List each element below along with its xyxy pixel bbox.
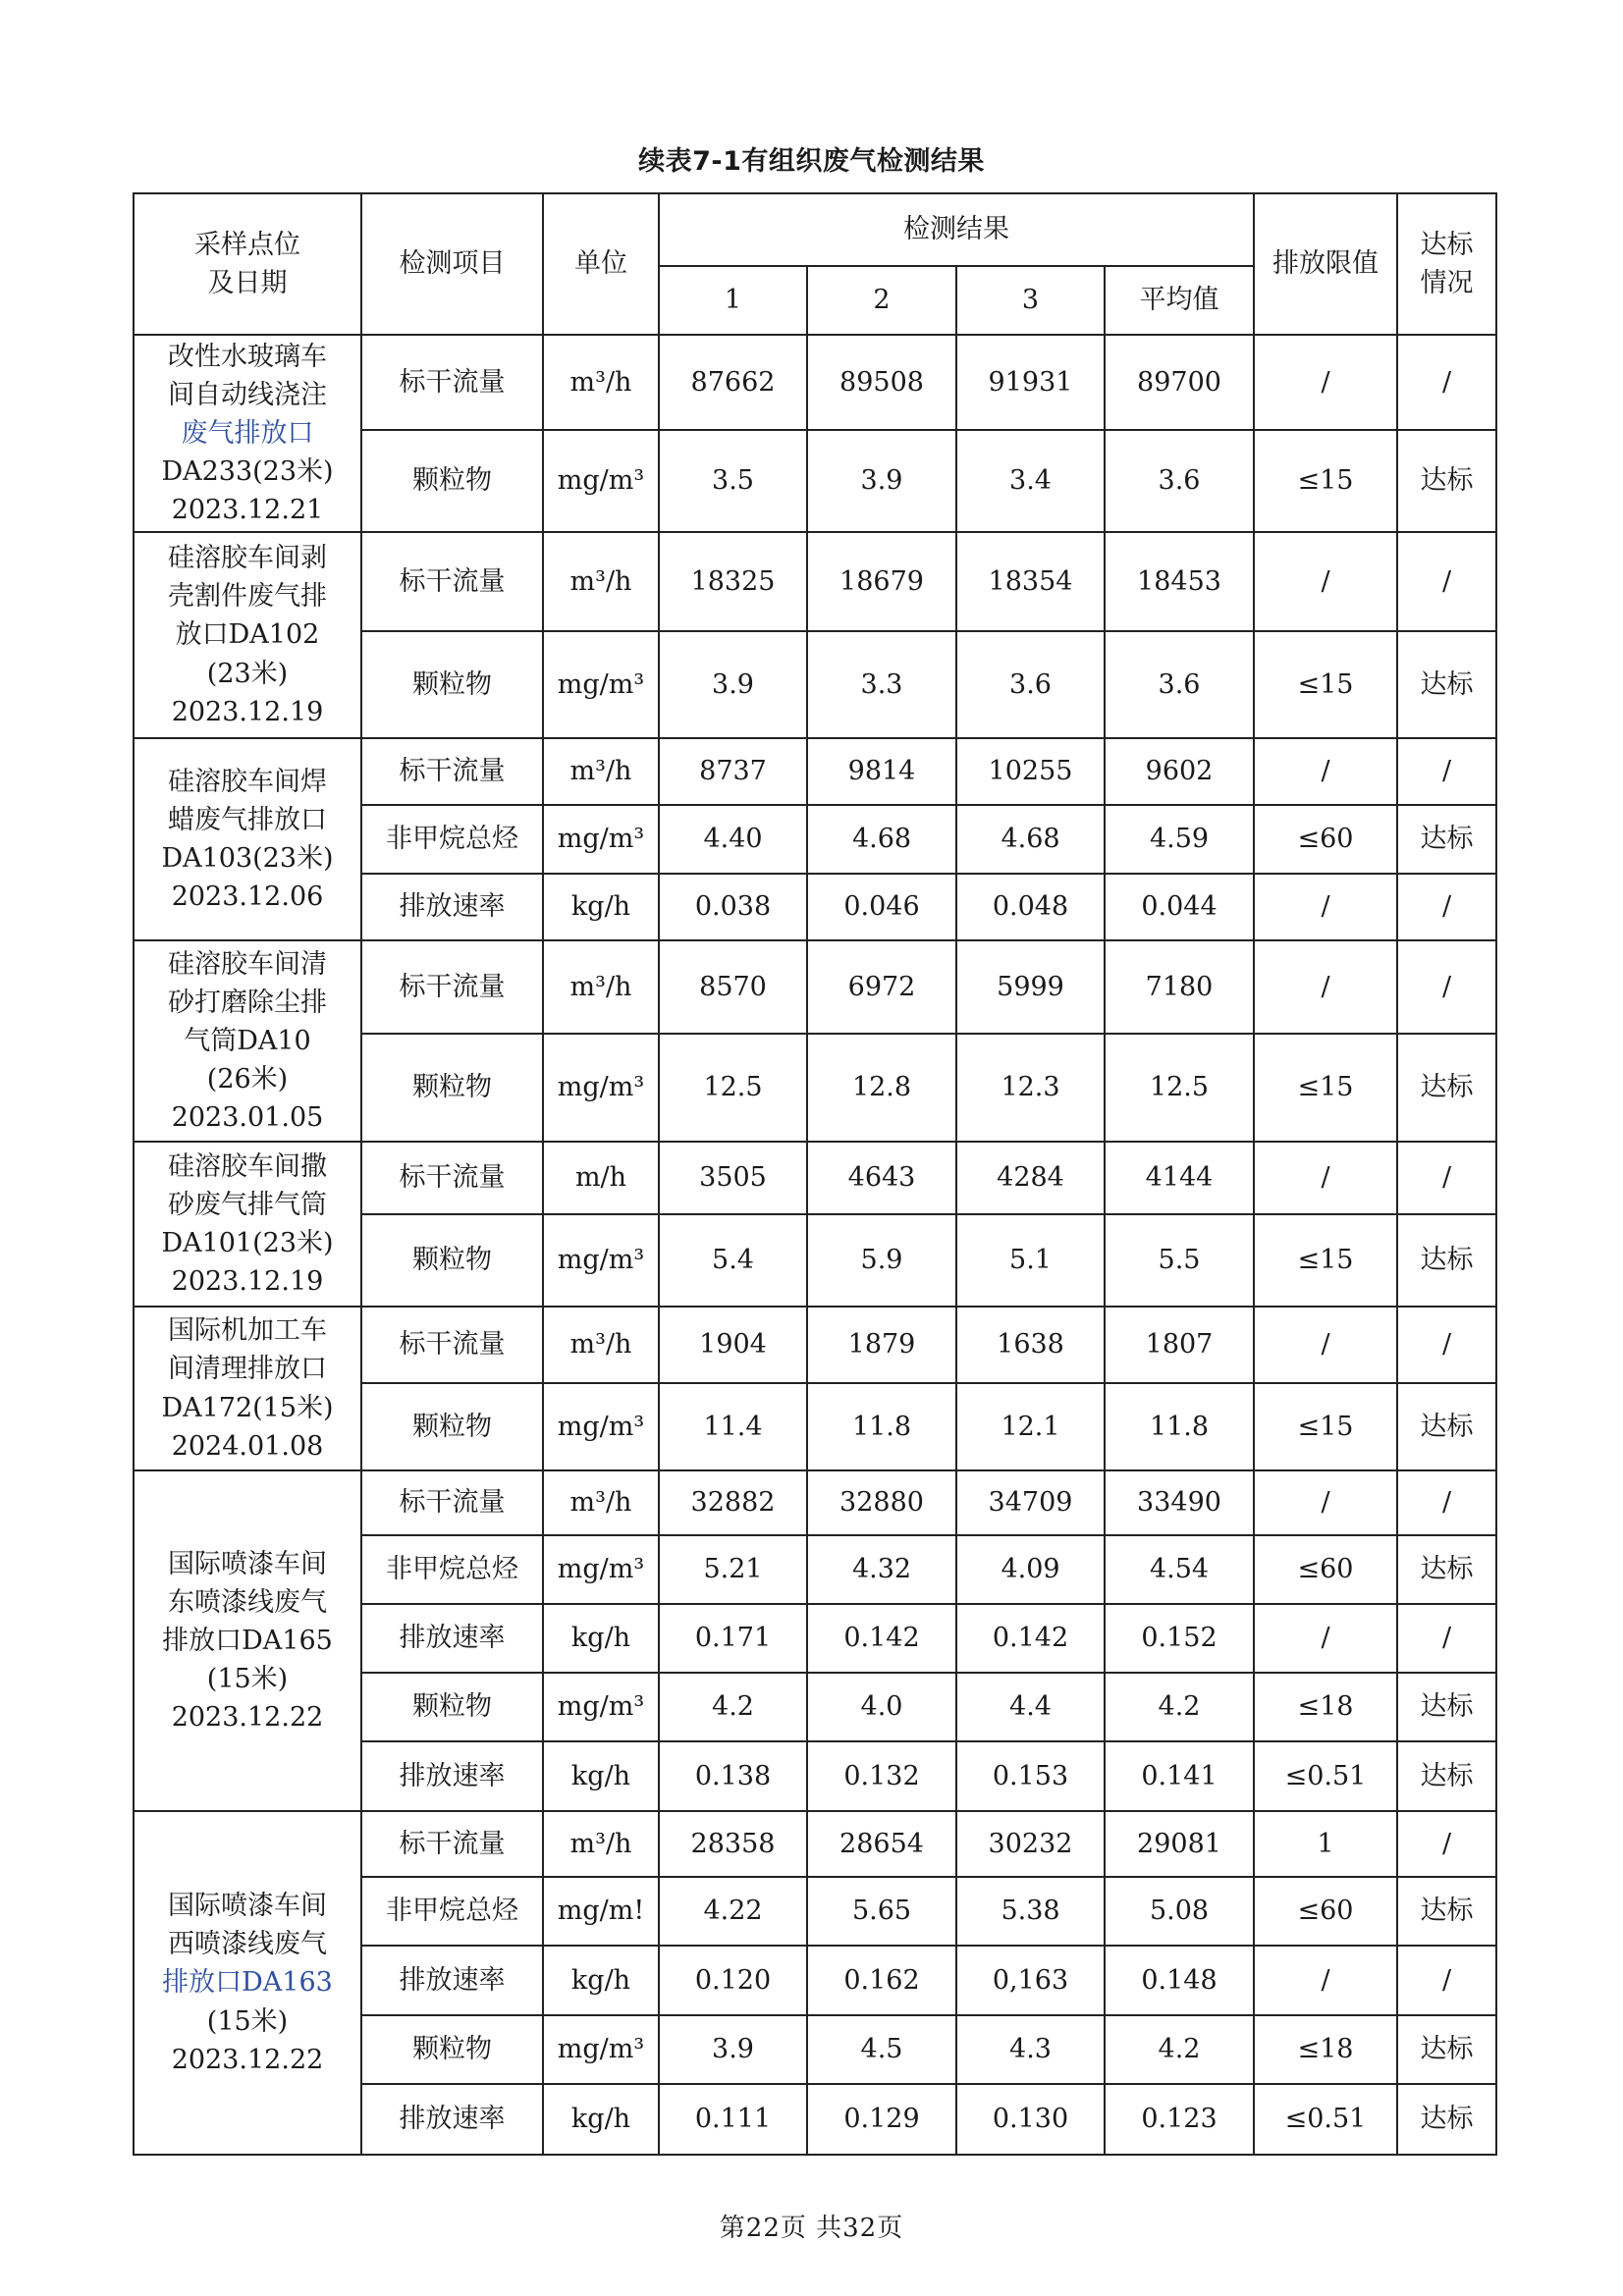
detection-item: 排放速率 xyxy=(361,1741,543,1811)
result-2-cell: 0.046 xyxy=(807,874,956,940)
location-line: (23米) xyxy=(206,658,289,689)
results-body xyxy=(134,335,1496,2155)
location-line: 硅溶胶车间剥 xyxy=(168,543,327,574)
average-cell: 4.54 xyxy=(1105,1535,1254,1604)
limit-cell: / xyxy=(1254,532,1397,631)
status-cell: / xyxy=(1397,1946,1496,2015)
location-line: 排放口DA165 xyxy=(162,1625,333,1656)
status-cell: / xyxy=(1397,1142,1496,1214)
table-row xyxy=(134,532,1496,631)
average-cell: 0.141 xyxy=(1105,1741,1254,1811)
sampling-location xyxy=(134,1811,361,2155)
result-3-cell: 18354 xyxy=(956,532,1105,631)
limit-cell: 1 xyxy=(1254,1811,1397,1877)
result-2-cell: 11.8 xyxy=(807,1383,956,1470)
header-status: 达标 情况 xyxy=(1397,193,1496,335)
location-line: 2023.12.19 xyxy=(171,696,324,727)
detection-item: 非甲烷总烃 xyxy=(361,805,543,874)
location-line: 砂打磨除尘排 xyxy=(168,987,327,1018)
header-result-1: 1 xyxy=(659,266,807,335)
limit-cell: ≤18 xyxy=(1254,1673,1397,1741)
detection-item: 非甲烷总烃 xyxy=(361,1877,543,1946)
result-1-cell: 5.21 xyxy=(659,1535,807,1604)
location-line: 气筒DA10 xyxy=(184,1025,311,1056)
limit-cell: ≤15 xyxy=(1254,631,1397,738)
result-2-cell: 6972 xyxy=(807,940,956,1034)
result-3-cell: 0.048 xyxy=(956,874,1105,940)
table-row xyxy=(134,738,1496,805)
table-row xyxy=(134,1142,1496,1214)
result-2-cell: 32880 xyxy=(807,1470,956,1535)
result-3-cell: 30232 xyxy=(956,1811,1105,1877)
average-cell: 3.6 xyxy=(1105,430,1254,532)
average-cell: 0.148 xyxy=(1105,1946,1254,2015)
location-line: 西喷漆线废气 xyxy=(168,1929,327,1960)
table-row xyxy=(134,940,1496,1034)
result-1-cell: 3505 xyxy=(659,1142,807,1214)
result-2-cell: 4.5 xyxy=(807,2015,956,2084)
location-line: 改性水玻璃车 xyxy=(168,341,327,372)
result-1-cell: 0.111 xyxy=(659,2084,807,2155)
sampling-location xyxy=(134,335,361,532)
sampling-location xyxy=(134,1307,361,1470)
unit-cell: mg/m³ xyxy=(543,1214,659,1307)
result-3-cell: 5999 xyxy=(956,940,1105,1034)
result-1-cell: 4.2 xyxy=(659,1673,807,1741)
result-1-cell: 11.4 xyxy=(659,1383,807,1470)
location-line: 2024.01.08 xyxy=(171,1430,324,1462)
limit-cell: ≤0.51 xyxy=(1254,2084,1397,2155)
detection-item: 颗粒物 xyxy=(361,1383,543,1470)
results-table xyxy=(133,192,1497,2156)
result-2-cell: 0.132 xyxy=(807,1741,956,1811)
result-2-cell: 28654 xyxy=(807,1811,956,1877)
result-1-cell: 0.138 xyxy=(659,1741,807,1811)
header-limit: 排放限值 xyxy=(1254,193,1397,335)
unit-cell: m³/h xyxy=(543,532,659,631)
status-cell: 达标 xyxy=(1397,2015,1496,2084)
average-cell: 33490 xyxy=(1105,1470,1254,1535)
average-cell: 89700 xyxy=(1105,335,1254,430)
result-3-cell: 1638 xyxy=(956,1307,1105,1383)
result-1-cell: 1904 xyxy=(659,1307,807,1383)
detection-item: 非甲烷总烃 xyxy=(361,1535,543,1604)
detection-item: 颗粒物 xyxy=(361,1034,543,1142)
status-cell: 达标 xyxy=(1397,1877,1496,1946)
limit-cell: ≤60 xyxy=(1254,1535,1397,1604)
result-1-cell: 0.038 xyxy=(659,874,807,940)
detection-item: 排放速率 xyxy=(361,1604,543,1673)
average-cell: 11.8 xyxy=(1105,1383,1254,1470)
location-line: 国际机加工车 xyxy=(168,1315,327,1347)
header-results: 检测结果 xyxy=(659,193,1254,266)
result-1-cell: 12.5 xyxy=(659,1034,807,1142)
result-2-cell: 12.8 xyxy=(807,1034,956,1142)
table-row xyxy=(134,1470,1496,1535)
result-2-cell: 1879 xyxy=(807,1307,956,1383)
limit-cell: ≤15 xyxy=(1254,430,1397,532)
result-2-cell: 4.68 xyxy=(807,805,956,874)
result-1-cell: 0.171 xyxy=(659,1604,807,1673)
unit-cell: kg/h xyxy=(543,1946,659,2015)
limit-cell: ≤15 xyxy=(1254,1034,1397,1142)
table-row xyxy=(134,335,1496,430)
result-3-cell: 3.4 xyxy=(956,430,1105,532)
location-line: 硅溶胶车间撒 xyxy=(168,1150,327,1182)
average-cell: 0.123 xyxy=(1105,2084,1254,2155)
location-line: 放口DA102 xyxy=(175,619,320,651)
result-3-cell: 34709 xyxy=(956,1470,1105,1535)
status-cell: / xyxy=(1397,1604,1496,1673)
status-cell: 达标 xyxy=(1397,1214,1496,1307)
result-2-cell: 3.3 xyxy=(807,631,956,738)
result-1-cell: 8737 xyxy=(659,738,807,805)
location-line: 蜡废气排放口 xyxy=(168,804,327,835)
header-result-2: 2 xyxy=(807,266,956,335)
average-cell: 9602 xyxy=(1105,738,1254,805)
result-1-cell: 18325 xyxy=(659,532,807,631)
location-line: DA103(23米) xyxy=(161,843,334,874)
result-2-cell: 0.129 xyxy=(807,2084,956,2155)
result-3-cell: 3.6 xyxy=(956,631,1105,738)
detection-item: 颗粒物 xyxy=(361,631,543,738)
result-3-cell: 0.142 xyxy=(956,1604,1105,1673)
result-1-cell: 3.5 xyxy=(659,430,807,532)
average-cell: 4144 xyxy=(1105,1142,1254,1214)
status-cell: 达标 xyxy=(1397,1741,1496,1811)
location-line: 废气排放口 xyxy=(181,417,314,449)
result-2-cell: 5.65 xyxy=(807,1877,956,1946)
status-cell: / xyxy=(1397,874,1496,940)
sampling-location xyxy=(134,738,361,940)
result-3-cell: 91931 xyxy=(956,335,1105,430)
limit-cell: / xyxy=(1254,1946,1397,2015)
result-2-cell: 0.162 xyxy=(807,1946,956,2015)
result-3-cell: 12.1 xyxy=(956,1383,1105,1470)
result-3-cell: 10255 xyxy=(956,738,1105,805)
result-1-cell: 5.4 xyxy=(659,1214,807,1307)
sampling-location xyxy=(134,532,361,738)
result-1-cell: 87662 xyxy=(659,335,807,430)
header-result-3: 3 xyxy=(956,266,1105,335)
location-line: 2023.12.22 xyxy=(171,2044,324,2075)
sampling-location xyxy=(134,1142,361,1307)
unit-cell: mg/m! xyxy=(543,1877,659,1946)
limit-cell: / xyxy=(1254,1142,1397,1214)
result-2-cell: 89508 xyxy=(807,335,956,430)
unit-cell: mg/m³ xyxy=(543,805,659,874)
result-2-cell: 4643 xyxy=(807,1142,956,1214)
unit-cell: kg/h xyxy=(543,1604,659,1673)
location-line: 排放口DA163 xyxy=(162,1967,333,1999)
status-cell: / xyxy=(1397,1811,1496,1877)
detection-item: 排放速率 xyxy=(361,874,543,940)
location-line: DA233(23米) xyxy=(161,456,334,488)
limit-cell: ≤60 xyxy=(1254,1877,1397,1946)
detection-item: 标干流量 xyxy=(361,1142,543,1214)
unit-cell: mg/m³ xyxy=(543,430,659,532)
location-line: 壳割件废气排 xyxy=(168,581,327,613)
detection-item: 标干流量 xyxy=(361,940,543,1034)
result-2-cell: 4.0 xyxy=(807,1673,956,1741)
average-cell: 0.152 xyxy=(1105,1604,1254,1673)
status-cell: 达标 xyxy=(1397,1383,1496,1470)
location-line: 国际喷漆车间 xyxy=(168,1548,327,1579)
location-line: 2023.12.22 xyxy=(171,1702,324,1734)
location-line: 2023.12.21 xyxy=(171,495,324,526)
location-line: DA172(15米) xyxy=(161,1392,334,1423)
limit-cell: / xyxy=(1254,335,1397,430)
result-1-cell: 4.40 xyxy=(659,805,807,874)
limit-cell: / xyxy=(1254,1307,1397,1383)
result-1-cell: 28358 xyxy=(659,1811,807,1877)
result-1-cell: 32882 xyxy=(659,1470,807,1535)
unit-cell: m³/h xyxy=(543,1811,659,1877)
average-cell: 4.59 xyxy=(1105,805,1254,874)
header-location: 采样点位 及日期 xyxy=(134,193,361,335)
limit-cell: / xyxy=(1254,1470,1397,1535)
location-line: 间清理排放口 xyxy=(168,1354,327,1385)
status-cell: / xyxy=(1397,532,1496,631)
location-line: 2023.12.06 xyxy=(171,881,324,913)
result-2-cell: 0.142 xyxy=(807,1604,956,1673)
unit-cell: mg/m³ xyxy=(543,1673,659,1741)
status-cell: 达标 xyxy=(1397,631,1496,738)
location-line: 东喷漆线废气 xyxy=(168,1586,327,1618)
result-3-cell: 4284 xyxy=(956,1142,1105,1214)
unit-cell: m³/h xyxy=(543,1307,659,1383)
unit-cell: m³/h xyxy=(543,1470,659,1535)
header-unit: 单位 xyxy=(543,193,659,335)
unit-cell: mg/m³ xyxy=(543,631,659,738)
limit-cell: ≤15 xyxy=(1254,1214,1397,1307)
page-footer: 第22页 共32页 xyxy=(719,2214,904,2243)
result-3-cell: 4.4 xyxy=(956,1673,1105,1741)
result-2-cell: 4.32 xyxy=(807,1535,956,1604)
average-cell: 5.5 xyxy=(1105,1214,1254,1307)
limit-cell: ≤0.51 xyxy=(1254,1741,1397,1811)
average-cell: 1807 xyxy=(1105,1307,1254,1383)
limit-cell: ≤18 xyxy=(1254,2015,1397,2084)
average-cell: 12.5 xyxy=(1105,1034,1254,1142)
location-line: (15米) xyxy=(206,1664,289,1695)
result-3-cell: 12.3 xyxy=(956,1034,1105,1142)
result-1-cell: 3.9 xyxy=(659,631,807,738)
result-1-cell: 3.9 xyxy=(659,2015,807,2084)
average-cell: 18453 xyxy=(1105,532,1254,631)
unit-cell: m³/h xyxy=(543,738,659,805)
average-cell: 4.2 xyxy=(1105,2015,1254,2084)
average-cell: 5.08 xyxy=(1105,1877,1254,1946)
status-cell: 达标 xyxy=(1397,2084,1496,2155)
result-1-cell: 4.22 xyxy=(659,1877,807,1946)
result-1-cell: 8570 xyxy=(659,940,807,1034)
limit-cell: ≤15 xyxy=(1254,1383,1397,1470)
status-cell: 达标 xyxy=(1397,1535,1496,1604)
detection-item: 颗粒物 xyxy=(361,1214,543,1307)
limit-cell: ≤60 xyxy=(1254,805,1397,874)
header-item: 检测项目 xyxy=(361,193,543,335)
unit-cell: m³/h xyxy=(543,940,659,1034)
status-cell: 达标 xyxy=(1397,1034,1496,1142)
status-cell: / xyxy=(1397,1307,1496,1383)
average-cell: 4.2 xyxy=(1105,1673,1254,1741)
detection-item: 排放速率 xyxy=(361,1946,543,2015)
result-2-cell: 5.9 xyxy=(807,1214,956,1307)
sampling-location xyxy=(134,1470,361,1811)
location-line: 间自动线浇注 xyxy=(168,379,327,410)
location-line: 砂废气排气筒 xyxy=(168,1189,327,1220)
detection-item: 颗粒物 xyxy=(361,430,543,532)
unit-cell: mg/m³ xyxy=(543,1034,659,1142)
result-3-cell: 0.130 xyxy=(956,2084,1105,2155)
unit-cell: mg/m³ xyxy=(543,2015,659,2084)
result-2-cell: 3.9 xyxy=(807,430,956,532)
average-cell: 29081 xyxy=(1105,1811,1254,1877)
detection-item: 标干流量 xyxy=(361,1470,543,1535)
detection-item: 标干流量 xyxy=(361,335,543,430)
header-average: 平均值 xyxy=(1105,266,1254,335)
result-3-cell: 4.68 xyxy=(956,805,1105,874)
status-cell: 达标 xyxy=(1397,430,1496,532)
limit-cell: / xyxy=(1254,940,1397,1034)
table-row xyxy=(134,1811,1496,1877)
unit-cell: kg/h xyxy=(543,1741,659,1811)
location-line: 国际喷漆车间 xyxy=(168,1891,327,1922)
average-cell: 0.044 xyxy=(1105,874,1254,940)
result-3-cell: 0.153 xyxy=(956,1741,1105,1811)
unit-cell: kg/h xyxy=(543,874,659,940)
detection-item: 排放速率 xyxy=(361,2084,543,2155)
detection-item: 标干流量 xyxy=(361,1307,543,1383)
result-2-cell: 18679 xyxy=(807,532,956,631)
unit-cell: m/h xyxy=(543,1142,659,1214)
detection-item: 标干流量 xyxy=(361,532,543,631)
limit-cell: / xyxy=(1254,738,1397,805)
result-2-cell: 9814 xyxy=(807,738,956,805)
average-cell: 7180 xyxy=(1105,940,1254,1034)
result-3-cell: 0,163 xyxy=(956,1946,1105,2015)
location-line: 2023.12.19 xyxy=(171,1266,324,1298)
limit-cell: / xyxy=(1254,1604,1397,1673)
result-3-cell: 4.09 xyxy=(956,1535,1105,1604)
detection-item: 颗粒物 xyxy=(361,2015,543,2084)
unit-cell: kg/h xyxy=(543,2084,659,2155)
detection-item: 标干流量 xyxy=(361,738,543,805)
location-line: DA101(23米) xyxy=(161,1228,334,1258)
unit-cell: mg/m³ xyxy=(543,1383,659,1470)
status-cell: 达标 xyxy=(1397,805,1496,874)
status-cell: 达标 xyxy=(1397,1673,1496,1741)
detection-item: 标干流量 xyxy=(361,1811,543,1877)
result-3-cell: 5.38 xyxy=(956,1877,1105,1946)
status-cell: / xyxy=(1397,1470,1496,1535)
location-line: 2023.01.05 xyxy=(171,1102,324,1134)
location-line: (26米) xyxy=(206,1064,289,1095)
location-line: 硅溶胶车间清 xyxy=(168,948,327,980)
sampling-location xyxy=(134,940,361,1142)
status-cell: / xyxy=(1397,335,1496,430)
status-cell: / xyxy=(1397,940,1496,1034)
limit-cell: / xyxy=(1254,874,1397,940)
location-line: (15米) xyxy=(206,2005,289,2037)
result-1-cell: 0.120 xyxy=(659,1946,807,2015)
status-cell: / xyxy=(1397,738,1496,805)
unit-cell: m³/h xyxy=(543,335,659,430)
detection-item: 颗粒物 xyxy=(361,1673,543,1741)
unit-cell: mg/m³ xyxy=(543,1535,659,1604)
average-cell: 3.6 xyxy=(1105,631,1254,738)
result-3-cell: 5.1 xyxy=(956,1214,1105,1307)
location-line: 硅溶胶车间焊 xyxy=(168,766,327,797)
result-3-cell: 4.3 xyxy=(956,2015,1105,2084)
table-title: 续表7-1有组织废气检测结果 xyxy=(638,146,985,177)
table-row xyxy=(134,1307,1496,1383)
